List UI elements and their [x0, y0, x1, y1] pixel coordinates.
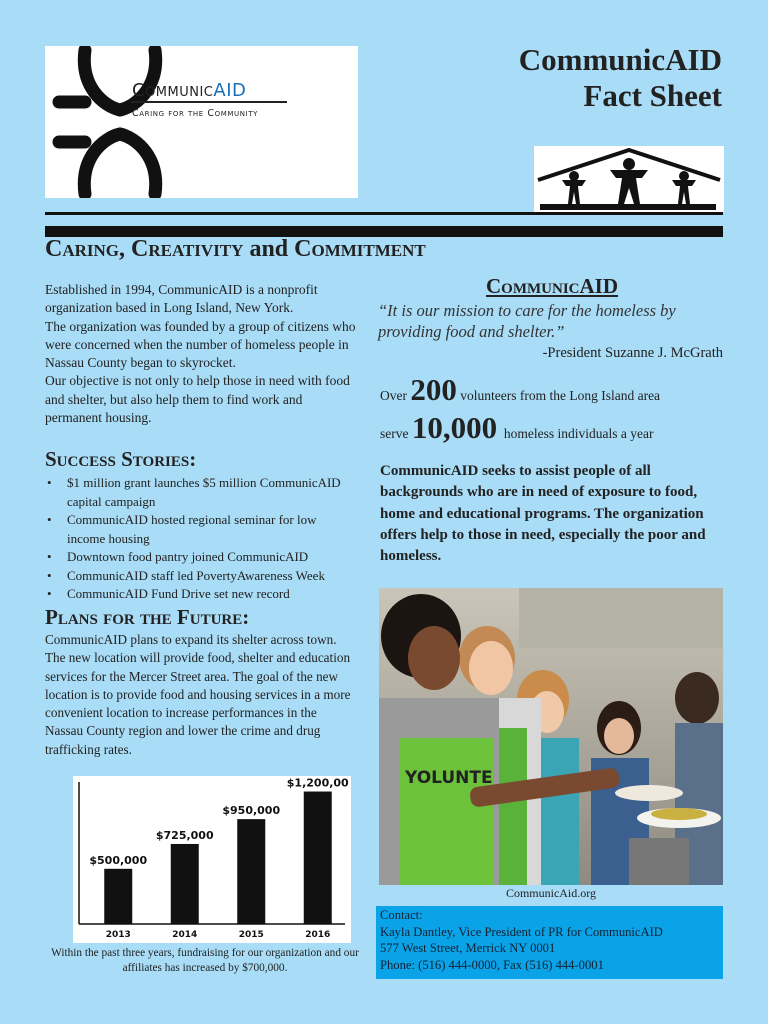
logo-wordmark: CommunicAID	[132, 80, 247, 101]
fundraising-chart	[73, 776, 351, 943]
plans-text: CommunicAID plans to expand its shelter across town. The new location will provide food, shelter and education services for the Mercer Street area. The goal of the new location is to provide food and housing services in a more convenient location to increase performances in the Nassau County region and lower the crime and drug trafficking rates.	[45, 632, 351, 757]
heading-part-1: Caring, Creativity	[45, 236, 244, 262]
list-item: • CommunicAID staff led PovertyAwareness Week	[45, 567, 357, 586]
chart-data-label: $500,000	[89, 853, 148, 867]
logo-panel	[45, 46, 358, 198]
title-line-1: CommunicAID	[518, 42, 722, 77]
chart-tick-label: 2016	[305, 930, 331, 940]
contact-box	[376, 906, 723, 979]
photo-caption: CommunicAid.org	[505, 886, 597, 900]
chart-bar	[304, 792, 332, 924]
success-heading: Success Stories:	[45, 447, 197, 471]
about-paragraph: The organization was founded by a group of citizens who were concerned when the number of homeless people in Nassau County began to skyrocket.	[45, 318, 356, 371]
chart-tick-label: 2013	[105, 930, 131, 940]
chart-caption: Within the past three years, fundraising for our organization and our affiliates has increased by $700,000.	[51, 947, 359, 974]
apron-text: YOLUNTE	[405, 768, 493, 788]
logo-mark	[45, 46, 358, 198]
heading-part-2: Commitment	[294, 236, 426, 262]
chart-canvas	[73, 776, 351, 943]
about-paragraph: Our objective is not only to help those in need with food and shelter, but also help them to find work and permanent housing.	[45, 373, 350, 426]
list-item: • $1 million grant launches $5 million CommunicAID capital campaign	[45, 474, 357, 511]
heading-and: and	[249, 236, 289, 262]
about-section	[45, 281, 357, 427]
stat-number: 200	[410, 372, 457, 407]
chart-data-label: $725,000	[155, 828, 214, 842]
chart-bar	[237, 819, 265, 924]
title-line-2: Fact Sheet	[583, 78, 722, 113]
assist-paragraph: CommunicAID seeks to assist people of all backgrounds who are in need of exposure to food, home and educational programs. The organization offers help to those in need, especially the poor and homeless.	[380, 463, 706, 565]
contact-address: 577 West Street, Merrick NY 0001	[380, 941, 556, 955]
contact-name: Kayla Dantley, Vice President of PR for CommunicAID	[380, 924, 663, 939]
homeless-stat	[380, 410, 653, 446]
volunteers-photo	[379, 588, 723, 885]
volunteer-stat	[380, 372, 660, 408]
about-paragraph: Established in 1994, CommunicAID is a nonprofit organization based in Long Island, New York.	[45, 282, 318, 316]
page-title	[519, 42, 722, 114]
quote-attribution: -President Suzanne J. McGrath	[542, 345, 723, 361]
chart-data-label: $1,200,00	[286, 776, 349, 790]
mission-quote: “It is our mission to care for the homeless by providing food and shelter.”	[378, 301, 676, 341]
chart-bar	[171, 844, 199, 924]
stat-number: 10,000	[411, 410, 498, 445]
list-item: • Downtown food pantry joined CommunicAID	[45, 548, 357, 567]
main-heading	[45, 236, 426, 263]
house-people-icon	[534, 146, 724, 212]
org-heading: CommunicAID	[486, 274, 618, 298]
header-rule-thin	[45, 212, 723, 215]
stat-suffix: homeless individuals a year	[503, 426, 654, 441]
contact-phone: Phone: (516) 444-0000, Fax (516) 444-0001	[380, 957, 604, 972]
stat-suffix: volunteers from the Long Island area	[460, 388, 661, 403]
chart-tick-label: 2015	[238, 930, 264, 940]
stat-prefix: Over	[380, 388, 407, 403]
chart-bar	[104, 869, 132, 924]
chart-data-label: $950,000	[222, 804, 281, 818]
chart-tick-label: 2014	[172, 930, 198, 940]
success-list	[45, 474, 357, 604]
contact-label: Contact:	[380, 908, 423, 922]
list-item: • CommunicAID hosted regional seminar for low income housing	[45, 511, 357, 548]
plans-heading: Plans for the Future:	[45, 605, 250, 629]
stat-prefix: serve	[380, 426, 409, 441]
logo-tagline: Caring for the Community	[132, 108, 259, 119]
logo-divider	[131, 101, 287, 103]
list-item: • CommunicAID Fund Drive set new record	[45, 585, 357, 604]
